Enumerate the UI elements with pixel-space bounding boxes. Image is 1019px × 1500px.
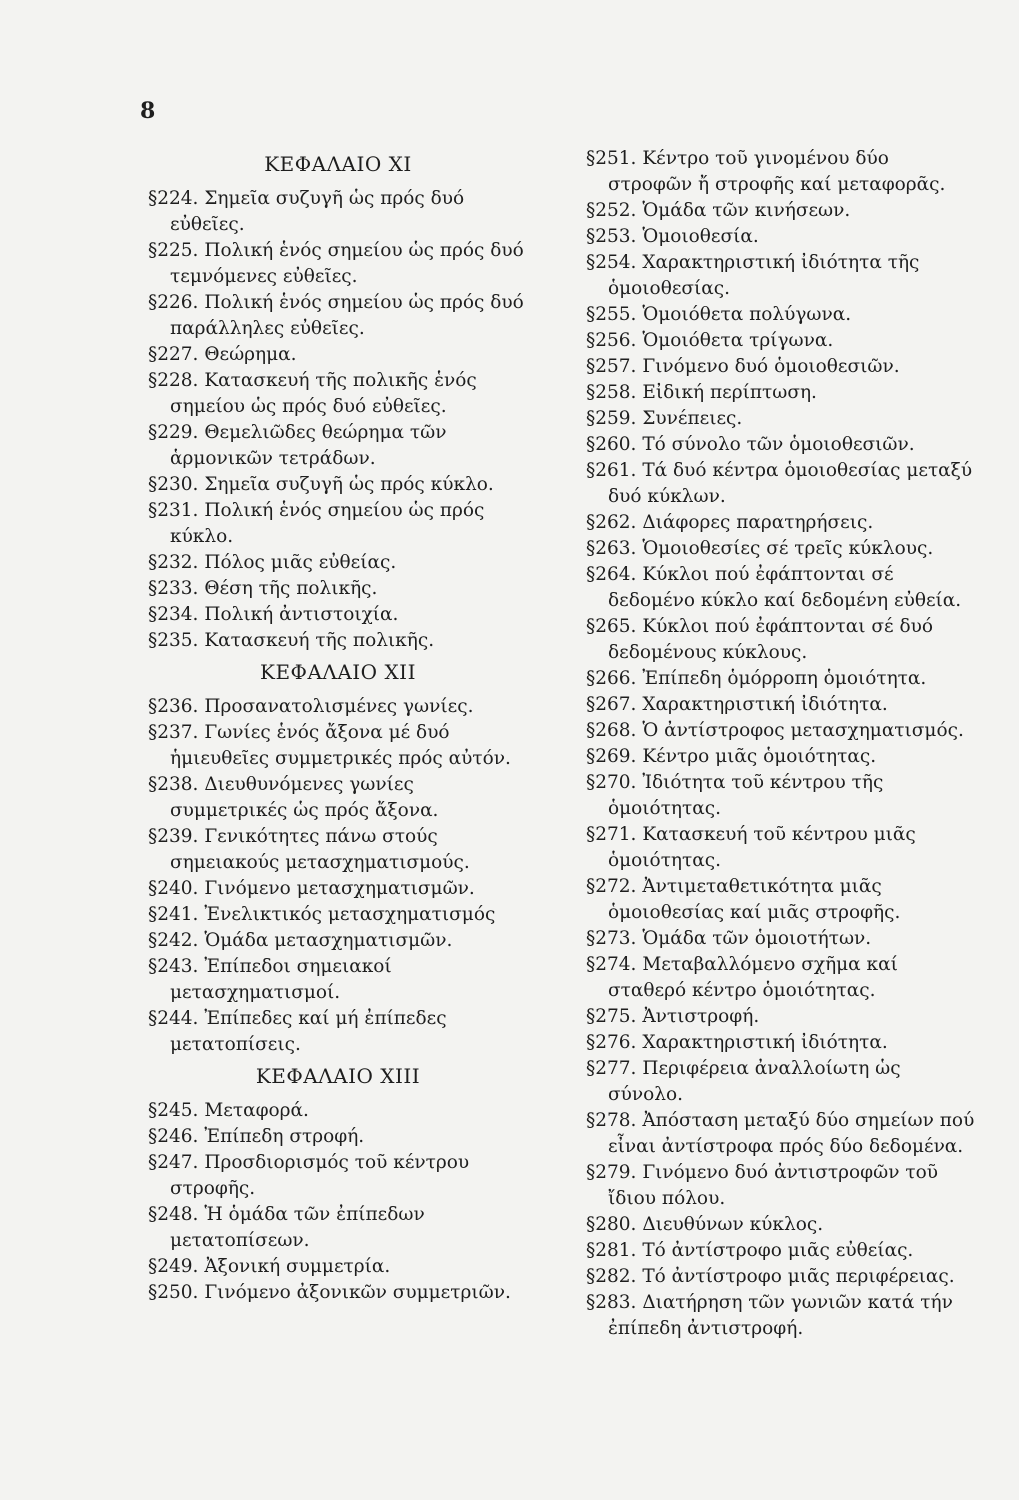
toc-entry: §243. Ἐπίπεδοι σημειακοί μετασχηματισμοί. [148, 956, 392, 1003]
toc-entry: §227. Θεώρημα. [148, 344, 297, 365]
chapter-heading: ΚΕΦΑΛΑΙΟ XI [264, 152, 412, 176]
toc-entry: §240. Γινόμενο μετασχηματισμῶν. [148, 878, 475, 899]
chapter-heading: ΚΕΦΑΛΑΙΟ XIII [255, 1064, 421, 1088]
toc-entry: §257. Γινόμενο δυό ὁμοιοθεσιῶν. [586, 356, 900, 377]
toc-entry: §238. Διευθυνόμενες γωνίες συμμετρικές ὡς πρός ἄξονα. [148, 774, 439, 821]
toc-entry: §250. Γινόμενο ἀξονικῶν συμμετριῶν. [148, 1282, 511, 1303]
toc-entry: §230. Σημεῖα συζυγῆ ὡς πρός κύκλο. [148, 474, 494, 495]
toc-entry: §236. Προσανατολισμένες γωνίες. [148, 696, 474, 717]
toc-entry: §229. Θεμελιῶδες θεώρημα τῶν ἁρμονικῶν τετράδων. [148, 422, 447, 469]
toc-entry: §273. Ὁμάδα τῶν ὁμοιοτήτων. [586, 928, 872, 949]
toc-entry: §264. Κύκλοι πού ἐφάπτονται σέ δεδομένο κύκλο καί δεδομένη εὐθεία. [586, 564, 962, 611]
toc-entry: §260. Τό σύνολο τῶν ὁμοιοθεσιῶν. [586, 434, 915, 455]
toc-entry: §268. Ὁ ἀντίστροφος μετασχηματισμός. [586, 720, 964, 741]
toc-entry: §265. Κύκλοι πού ἐφάπτονται σέ δυό δεδομένους κύκλους. [586, 616, 934, 663]
toc-entry: §278. Ἀπόσταση μεταξύ δύο σημείων πού εἶναι ἀντίστροφα πρός δύο δεδομένα. [586, 1110, 975, 1157]
toc-entry: §254. Χαρακτηριστική ἰδιότητα τῆς ὁμοιοθεσίας. [586, 252, 920, 299]
toc-entry: §233. Θέση τῆς πολικῆς. [148, 578, 378, 599]
toc-entry: §253. Ὁμοιοθεσία. [586, 226, 759, 247]
toc-entry: §270. Ἰδιότητα τοῦ κέντρου τῆς ὁμοιότητας. [586, 772, 884, 819]
toc-entry: §226. Πολική ἑνός σημείου ὡς πρός δυό παράλληλες εὐθεῖες. [148, 292, 524, 339]
toc-entry: §225. Πολική ἑνός σημείου ὡς πρός δυό τεμνόμενες εὐθεῖες. [148, 240, 524, 287]
left-column [148, 146, 528, 1306]
toc-entry: §246. Ἐπίπεδη στροφή. [148, 1126, 365, 1147]
toc-entry: §235. Κατασκευή τῆς πολικῆς. [148, 630, 435, 651]
toc-entry: §237. Γωνίες ἑνός ἄξονα μέ δυό ἡμιευθεῖες συμμετρικές πρός αὐτόν. [148, 722, 511, 769]
toc-entry: §262. Διάφορες παρατηρήσεις. [586, 512, 874, 533]
toc-entry: §259. Συνέπειες. [586, 408, 743, 429]
toc-entry: §242. Ὁμάδα μετασχηματισμῶν. [148, 930, 453, 951]
toc-entry: §224. Σημεῖα συζυγῆ ὡς πρός δυό εὐθεῖες. [148, 188, 465, 235]
toc-entry: §280. Διευθύνων κύκλος. [586, 1214, 824, 1235]
right-column [586, 146, 976, 1342]
page-number: 8 [140, 98, 156, 124]
toc-entry: §244. Ἐπίπεδες καί μή ἐπίπεδες μετατοπίσεις. [148, 1008, 447, 1055]
toc-entry: §234. Πολική ἀντιστοιχία. [148, 604, 399, 625]
toc-entry: §263. Ὁμοιοθεσίες σέ τρεῖς κύκλους. [586, 538, 934, 559]
chapter-heading: ΚΕΦΑΛΑΙΟ XII [260, 660, 416, 684]
toc-entry: §255. Ὁμοιόθετα πολύγωνα. [586, 304, 852, 325]
toc-entry: §245. Μεταφορά. [148, 1100, 309, 1121]
toc-entry: §275. Ἀντιστροφή. [586, 1006, 760, 1027]
toc-entry: §248. Ἡ ὁμάδα τῶν ἐπίπεδων μετατοπίσεων. [148, 1204, 425, 1251]
toc-entry: §261. Τά δυό κέντρα ὁμοιοθεσίας μεταξύ δυό κύκλων. [586, 460, 973, 507]
toc-entry: §279. Γινόμενο δυό ἀντιστροφῶν τοῦ ἴδιου πόλου. [586, 1162, 938, 1209]
toc-entry: §258. Εἰδική περίπτωση. [586, 382, 817, 403]
toc-entry: §272. Ἀντιμεταθετικότητα μιᾶς ὁμοιοθεσίας καί μιᾶς στροφῆς. [586, 876, 901, 923]
toc-entry: §239. Γενικότητες πάνω στούς σημειακούς μετασχηματισμούς. [148, 826, 470, 873]
toc-entry: §249. Ἀξονική συμμετρία. [148, 1256, 391, 1277]
toc-entry: §274. Μεταβαλλόμενο σχῆμα καί σταθερό κέντρο ὁμοιότητας. [586, 954, 898, 1001]
toc-entry: §247. Προσδιορισμός τοῦ κέντρου στροφῆς. [148, 1152, 470, 1199]
toc-entry: §271. Κατασκευή τοῦ κέντρου μιᾶς ὁμοιότητας. [586, 824, 916, 871]
toc-entry: §281. Τό ἀντίστροφο μιᾶς εὐθείας. [586, 1240, 914, 1261]
toc-entry: §276. Χαρακτηριστική ἰδιότητα. [586, 1032, 888, 1053]
toc-entry: §251. Κέντρο τοῦ γινομένου δύο στροφῶν ἤ στροφῆς καί μεταφορᾶς. [586, 148, 946, 195]
toc-entry: §252. Ὁμάδα τῶν κινήσεων. [586, 200, 851, 221]
toc-entry: §231. Πολική ἑνός σημείου ὡς πρός κύκλο. [148, 500, 485, 547]
toc-entry: §277. Περιφέρεια ἀναλλοίωτη ὡς σύνολο. [586, 1058, 901, 1105]
toc-entry: §282. Τό ἀντίστροφο μιᾶς περιφέρειας. [586, 1266, 955, 1287]
toc-entry: §269. Κέντρο μιᾶς ὁμοιότητας. [586, 746, 877, 767]
toc-entry: §256. Ὁμοιόθετα τρίγωνα. [586, 330, 834, 351]
toc-entry: §266. Ἐπίπεδη ὁμόρροπη ὁμοιότητα. [586, 668, 927, 689]
toc-entry: §232. Πόλος μιᾶς εὐθείας. [148, 552, 397, 573]
toc-entry: §267. Χαρακτηριστική ἰδιότητα. [586, 694, 888, 715]
toc-entry: §241. Ἐνελικτικός μετασχηματισμός [148, 904, 496, 925]
toc-entry: §228. Κατασκευή τῆς πολικῆς ἑνός σημείου ὡς πρός δυό εὐθεῖες. [148, 370, 477, 417]
toc-entry: §283. Διατήρηση τῶν γωνιῶν κατά τήν ἐπίπεδη ἀντιστροφή. [586, 1292, 953, 1339]
